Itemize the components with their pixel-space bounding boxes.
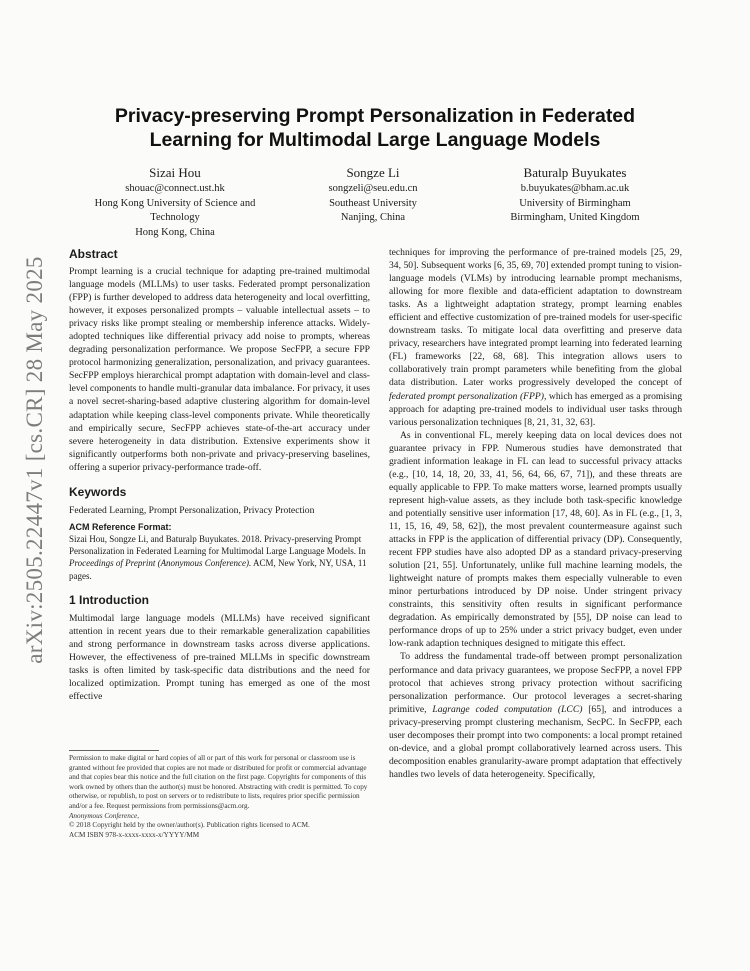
- author-email: shouac@connect.ust.hk: [125, 183, 225, 194]
- right-column: [389, 246, 682, 781]
- author-affiliation: Hong Kong University of Science and: [94, 197, 256, 209]
- introduction-paragraph: Multimodal large language models (MLLMs) have received significant attention in recent years due to their remarkable generalization capabilities and strong performance in downstream tasks across diverse applications. However, the effectiveness of pre-trained MLLMs in specific downstream tasks is often limited by task-specific data distributions and the need for localized optimization. Prompt tuning has emerged as one of the most effective: [69, 612, 370, 703]
- author-location: Nanjing, China: [340, 212, 406, 223]
- author-name: Baturalp Buyukates: [523, 165, 627, 180]
- title-line-2: Learning for Multimodal Large Language Models: [149, 129, 601, 151]
- reference-format-heading: ACM Reference Format:: [69, 521, 172, 532]
- paper-title: [70, 104, 680, 152]
- introduction-heading: 1 Introduction: [69, 592, 149, 607]
- paragraph: techniques for improving the performance of pre-trained models [25, 29, 34, 50]. Subsequent works [6, 35, 69, 70] extended prompt tuning to vision-language models (VLMs) by introducing learnable prompt mechanisms, allowing for more flexible and data-efficient adaptation to downstream tasks. As a lightweight adaptation strategy, prompt learning enables efficient and effective customization of pre-trained models for user-specific downstream tasks. To mitigate local data overfitting and preserve data privacy, researchers have integrated prompt learning into federated learning (FL) frameworks [22, 68, 68]. This integration allows users to collaboratively train prompt parameters while benefiting from the global data distribution. Later works progressively developed the concept of federated prompt personalization (FPP), which has emerged as a promising approach for adapting pre-trained models to individual user tasks through various personalization techniques [8, 21, 31, 32, 63].: [389, 247, 682, 428]
- author-email: b.buyukates@bham.ac.uk: [520, 183, 630, 194]
- author-1: [70, 164, 280, 240]
- author-email: songzeli@seu.edu.cn: [328, 183, 418, 194]
- reference-format-text: Sizai Hou, Songze Li, and Baturalp Buyukates. 2018. Privacy-preserving Prompt Personalization in Federated Learning for Multimodal Large Language Models. In Proceedings of Preprint (Anonymous Conference). ACM, New York, NY, USA, 11 pages.: [69, 533, 367, 581]
- author-block: [70, 164, 680, 244]
- isbn: ACM ISBN 978-x-xxxx-xxxx-x/YYYY/MM: [69, 830, 200, 839]
- permission-notice: Permission to make digital or hard copies of all or part of this work for personal or classroom use is granted without fee provided that copies are not made or distributed for profit or commercial advantage and that copies bear this notice and the full citation on the first page. Copyrights for components of this work owned by others than the author(s) must be honored. Abstracting with credit is permitted. To copy otherwise, or republish, to post on servers or to redistribute to lists, requires prior specific permission and/or a fee. Request permissions from permissions@acm.org.: [69, 754, 368, 810]
- conference-name: Anonymous Conference,: [69, 811, 139, 820]
- keywords-heading: Keywords: [69, 484, 127, 499]
- abstract-heading: Abstract: [69, 247, 118, 261]
- author-name: Songze Li: [346, 165, 400, 180]
- copyright-notice: © 2018 Copyright held by the owner/author(s). Publication rights licensed to ACM.: [69, 821, 310, 830]
- title-line-1: Privacy-preserving Prompt Personalization in Federated: [114, 105, 636, 127]
- paragraph: To address the fundamental trade-off between prompt personalization performance and data privacy guarantees, we propose SecFPP, a novel FPP protocol that achieves strong privacy protection without sacrificing personalization performance. Our protocol leverages a secret-sharing primitive, Lagrange coded computation (LCC) [65], and introduces a privacy-preserving prompt clustering mechanism, SecPC. In SecFPP, each user decomposes their prompt into two components: a local prompt retained on-device, and a global prompt collaboratively learned across users. This decomposition enables granularity-aware prompt adaptation that effectively handles two levels of data heterogeneity. Specifically,: [389, 651, 683, 780]
- author-affiliation: University of Birmingham: [519, 197, 631, 209]
- footnote: [69, 754, 370, 840]
- left-column: [69, 246, 370, 703]
- keywords-text: Federated Learning, Prompt Personalization, Privacy Protection: [69, 504, 315, 516]
- author-affiliation: Southeast University: [329, 197, 417, 209]
- paragraph: As in conventional FL, merely keeping data on local devices does not guarantee privacy in FPP. Numerous studies have demonstrated that gradient information leakage in FL can lead to successful privacy attacks (e.g., [10, 14, 18, 20, 33, 41, 56, 64, 66, 67, 71]), and these threats are equally applicable to FPP. To make matters worse, learned prompts usually represent high-value assets, as they include both task-specific knowledge and potentially sensitive user information [17, 48, 60]. As in FL (e.g., [1, 3, 11, 15, 16, 49, 58, 62]), the most prevalent countermeasure against such attacks in FPP is the application of differential privacy (DP). Consequently, recent FPP studies have also adopted DP as a standard privacy-preserving solution [21, 55]. Unfortunately, unlike full machine learning models, the lightweight nature of prompts makes them especially vulnerable to even minor perturbations introduced by DP noise. Under stringent privacy constraints, this sensitivity often results in significant performance degradation. As empirically demonstrated by [55], DP noise can lead to performance drops of up to 25% under a strict privacy budget, even under low-rank adaption techniques designed to mitigate this effect.: [389, 429, 682, 650]
- abstract-text: Prompt learning is a crucial technique for adapting pre-trained multimodal language models (MLLMs) to user tasks. Federated prompt personalization (FPP) is further developed to address data heterogeneity and local overfitting, however, it exposes personalized prompts – valuable intellectual assets – to privacy risks like prompt stealing or membership inference attacks. Widely-adopted techniques like differential privacy add noise to prompts, whereas degrading personalization performance. We propose SecFPP, a secure FPP protocol harmonizing generalization, personalization, and privacy guarantees. SecFPP employs hierarchical prompt adaptation with domain-level and class-level components to handle multi-granular data imbalance. For privacy, it uses a novel secret-sharing-based adaptive clustering algorithm for domain-level adaptation while keeping class-level components private. While theoretically and empirically secure, SecFPP achieves state-of-the-art accuracy under severe heterogeneity in data distribution. Extensive experiments show it significantly outperforms both non-private and privacy-preserving baselines, offering a superior privacy-performance trade-off.: [69, 266, 370, 473]
- author-affiliation: Technology: [150, 212, 200, 223]
- author-3: [470, 164, 680, 226]
- author-location: Birmingham, United Kingdom: [510, 212, 640, 223]
- footnote-rule: [69, 750, 159, 751]
- arxiv-identifier: arXiv:2505.22447v1 [cs.CR] 28 May 2025: [22, 256, 47, 664]
- author-location: Hong Kong, China: [135, 226, 215, 238]
- author-2: [288, 164, 458, 226]
- author-name: Sizai Hou: [149, 165, 201, 180]
- arxiv-sidebar: [12, 240, 52, 700]
